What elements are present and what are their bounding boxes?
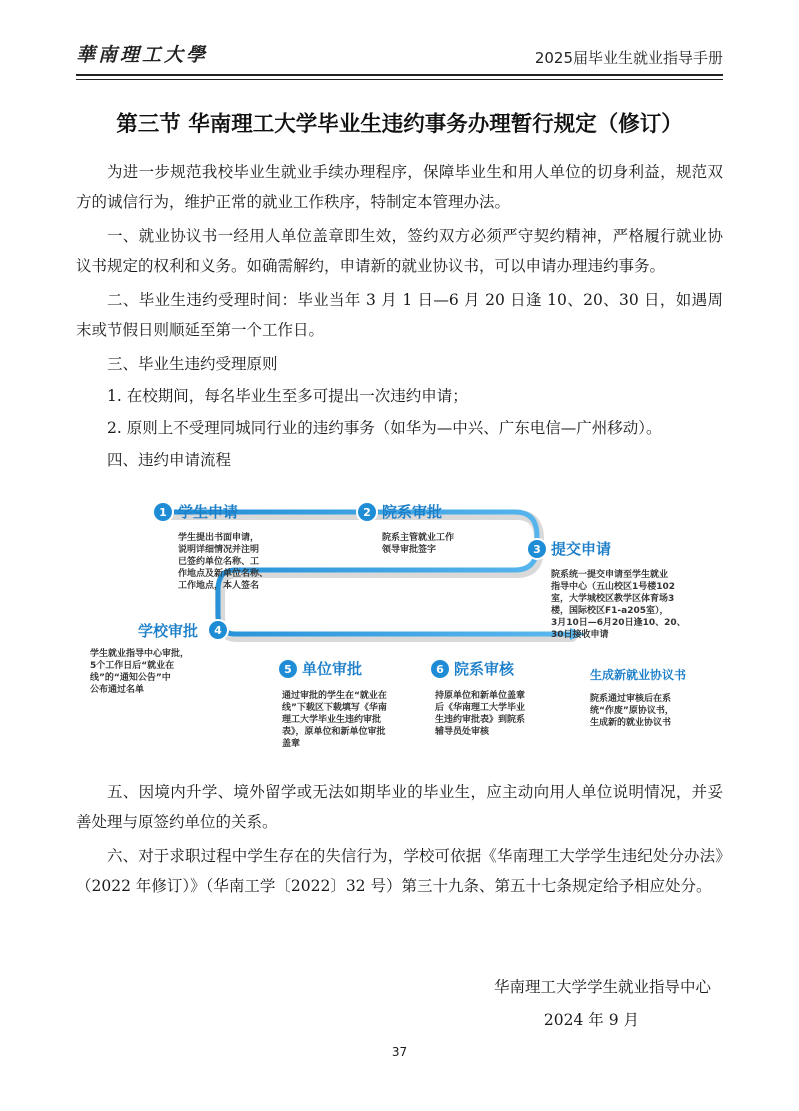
step-1-line-5: 工作地点，本人签名 bbox=[178, 581, 260, 591]
header-rule-thick bbox=[76, 74, 723, 76]
step-2-title: 院系审批 bbox=[382, 503, 443, 521]
university-logo: 華南理工大學 bbox=[76, 44, 209, 66]
clause-3: 三、毕业生违约受理原则 bbox=[107, 355, 278, 373]
step-3-number: 3 bbox=[533, 543, 541, 556]
step-1-number: 1 bbox=[159, 506, 167, 519]
signature-org: 华南理工大学学生就业指导中心 bbox=[493, 978, 711, 996]
header-rule-thin bbox=[76, 79, 723, 80]
step-2-line-1: 院系主管就业工作 bbox=[382, 533, 455, 543]
section-title: 第三节 华南理工大学毕业生违约事务办理暂行规定（修订） bbox=[116, 112, 683, 137]
clause-2: 二、毕业生违约受理时间：毕业当年 3 月 1 日—6 月 20 日逢 10、20、30 日，如遇周末或节假日则顺延至第一个工作日。 bbox=[76, 291, 723, 339]
step-5-line-5: 盖章 bbox=[282, 739, 301, 749]
step-5-number: 5 bbox=[284, 663, 292, 676]
final-step-line-2: 统“作废”原协议书， bbox=[590, 706, 674, 716]
step-1-line-1: 学生提出书面申请， bbox=[178, 533, 260, 543]
step-6-line-3: 生违约审批表》到院系 bbox=[435, 715, 526, 725]
handbook-title: 2025届毕业生就业指导手册 bbox=[534, 49, 723, 67]
page-number: 37 bbox=[391, 1045, 408, 1059]
step-5-line-1: 通过审批的学生在“就业在 bbox=[282, 691, 387, 701]
step-5-title: 单位审批 bbox=[302, 660, 363, 678]
step-3-line-1: 院系统一提交申请至学生就业 bbox=[551, 570, 669, 580]
clause-4: 四、违约申请流程 bbox=[107, 451, 232, 469]
flow-step-6 bbox=[430, 659, 525, 737]
step-3-title: 提交申请 bbox=[551, 540, 612, 558]
flow-step-5 bbox=[278, 659, 387, 749]
step-3-line-2: 指导中心（五山校区1号楼102 bbox=[551, 582, 676, 592]
final-step-line-3: 生成新的就业协议书 bbox=[590, 718, 672, 728]
step-4-title: 学校审批 bbox=[138, 622, 199, 640]
step-3-line-3: 室，大学城校区教学区体育场3 bbox=[551, 594, 675, 604]
step-6-title: 院系审核 bbox=[454, 660, 515, 678]
step-2-line-2: 领导审批签字 bbox=[382, 545, 437, 555]
signature-date: 2024 年 9 月 bbox=[543, 1011, 639, 1029]
clause-5: 五、因境内升学、境外留学或无法如期毕业的毕业生，应主动向用人单位说明情况，并妥善处理与原签约单位的关系。 bbox=[76, 783, 723, 831]
step-3-line-4: 楼，国际校区F1-a205室）， bbox=[551, 606, 669, 616]
clause-3-1: 1. 在校期间，每名毕业生至多可提出一次违约申请； bbox=[107, 387, 468, 405]
intro-paragraph: 为进一步规范我校毕业生就业手续办理程序，保障毕业生和用人单位的切身利益，规范双方的诚信行为，维护正常的就业工作秩序，特制定本管理办法。 bbox=[76, 163, 723, 211]
step-3-line-5: 3月10日—6月20日逢10、20、 bbox=[551, 618, 686, 628]
step-2-number: 2 bbox=[363, 506, 371, 519]
flow-step-4 bbox=[90, 620, 228, 695]
final-step-line-1: 院系通过审核后在系 bbox=[590, 694, 672, 704]
step-4-number: 4 bbox=[214, 624, 222, 637]
step-4-line-1: 学生就业指导中心审批， bbox=[90, 649, 190, 659]
violation-process-flowchart bbox=[90, 490, 710, 760]
clause-1: 一、就业协议书一经用人单位盖章即生效，签约双方必须严守契约精神，严格履行就业协议书规定的权利和义务。如确需解约，申请新的就业协议书，可以申请办理违约事务。 bbox=[76, 227, 723, 275]
step-1-line-2: 说明详细情况并注明 bbox=[178, 545, 260, 555]
step-1-line-3: 已签约单位名称、工 bbox=[178, 557, 260, 567]
step-1-line-4: 作地点及新单位名称、 bbox=[178, 569, 269, 579]
step-6-line-1: 持原单位和新单位盖章 bbox=[435, 691, 526, 701]
flow-final-step bbox=[590, 667, 686, 728]
step-5-line-2: 线”下载区下载填写《华南 bbox=[282, 703, 387, 713]
flow-step-3 bbox=[527, 539, 686, 640]
clause-6: 六、对于求职过程中学生存在的失信行为，学校可依据《华南理工大学学生违纪处分办法》（2022 年修订）》（华南工学〔2022〕32 号）第三十九条、第五十七条规定给予相应处分。 bbox=[76, 847, 723, 895]
step-5-line-3: 理工大学毕业生违约审批 bbox=[282, 715, 382, 725]
step-6-line-4: 辅导员处审核 bbox=[435, 727, 490, 737]
step-5-line-4: 表》，原单位和新单位审批 bbox=[282, 727, 386, 737]
final-step-title: 生成新就业协议书 bbox=[590, 668, 687, 682]
step-3-line-6: 30日接收申请 bbox=[551, 630, 609, 640]
flow-step-2 bbox=[357, 502, 454, 555]
clause-3-2: 2. 原则上不受理同城同行业的违约事务（如华为—中兴、广东电信—广州移动）。 bbox=[107, 419, 662, 437]
step-4-line-2: 5个工作日后“就业在 bbox=[90, 661, 175, 671]
step-4-line-4: 公布通过名单 bbox=[90, 685, 145, 695]
step-1-title: 学生申请 bbox=[178, 503, 239, 521]
step-6-number: 6 bbox=[436, 663, 444, 676]
step-4-line-3: 线”的“通知公告”中 bbox=[90, 673, 171, 683]
step-6-line-2: 后《华南理工大学毕业 bbox=[435, 703, 526, 713]
